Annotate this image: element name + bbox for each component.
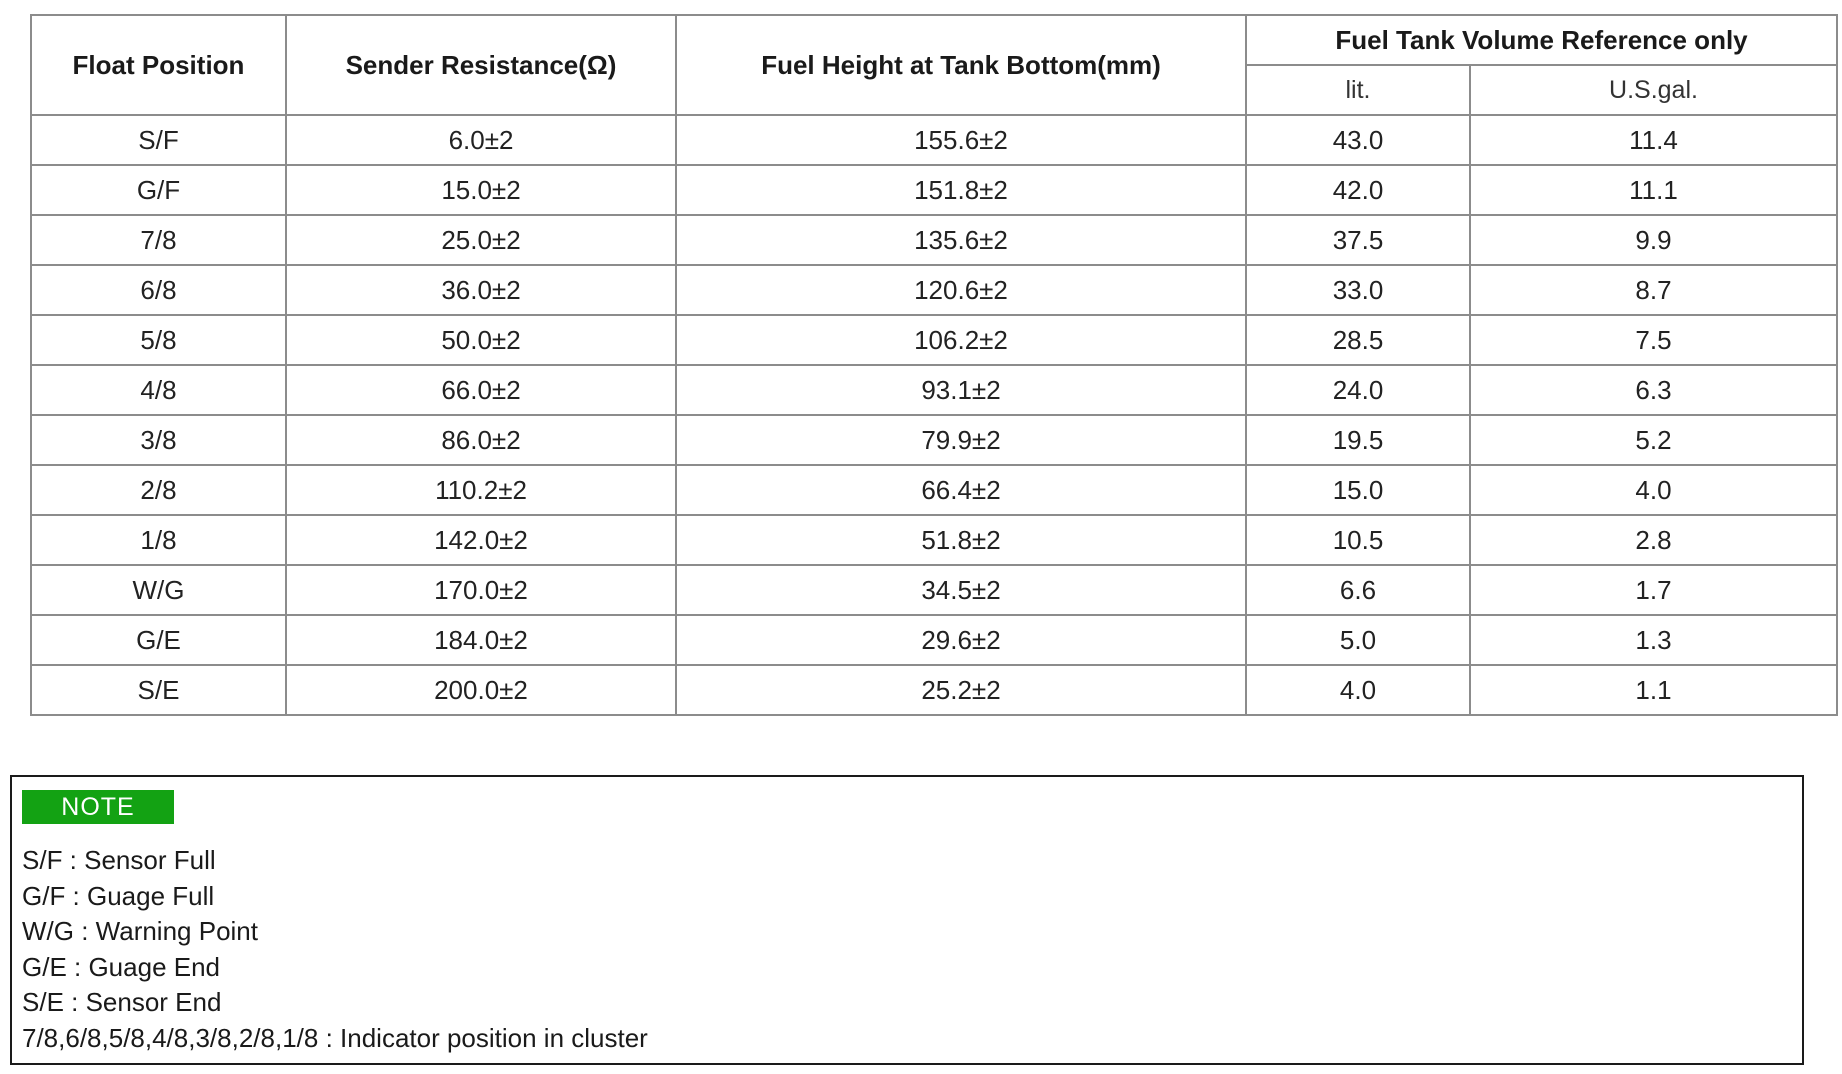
- cell-liters: 37.5: [1246, 215, 1470, 265]
- cell-sender-resistance: 86.0±2: [286, 415, 676, 465]
- cell-gallons: 1.1: [1470, 665, 1837, 715]
- table-row: [31, 565, 1837, 615]
- cell-gallons: 4.0: [1470, 465, 1837, 515]
- cell-sender-resistance: 66.0±2: [286, 365, 676, 415]
- note-line: 7/8,6/8,5/8,4/8,3/8,2/8,1/8 : Indicator position in cluster: [22, 1022, 648, 1053]
- header-volume-group: Fuel Tank Volume Reference only: [1246, 15, 1837, 65]
- cell-fuel-height: 93.1±2: [676, 365, 1246, 415]
- note-badge: NOTE: [22, 790, 174, 824]
- cell-gallons: 2.8: [1470, 515, 1837, 565]
- cell-float-position: 6/8: [31, 265, 286, 315]
- cell-float-position: W/G: [31, 565, 286, 615]
- cell-fuel-height: 34.5±2: [676, 565, 1246, 615]
- cell-fuel-height: 120.6±2: [676, 265, 1246, 315]
- note-line: S/F : Sensor Full: [22, 845, 216, 875]
- cell-liters: 43.0: [1246, 115, 1470, 165]
- cell-fuel-height: 29.6±2: [676, 615, 1246, 665]
- cell-float-position: S/F: [31, 115, 286, 165]
- cell-gallons: 1.3: [1470, 615, 1837, 665]
- table-body: [31, 115, 1837, 715]
- cell-sender-resistance: 50.0±2: [286, 315, 676, 365]
- cell-liters: 4.0: [1246, 665, 1470, 715]
- cell-sender-resistance: 142.0±2: [286, 515, 676, 565]
- cell-float-position: 5/8: [31, 315, 286, 365]
- fuel-sender-spec-table: [30, 14, 1838, 716]
- table-row: [31, 665, 1837, 715]
- cell-float-position: 1/8: [31, 515, 286, 565]
- note-box: [10, 775, 1804, 1065]
- note-line: G/F : Guage Full: [22, 880, 215, 911]
- cell-sender-resistance: 184.0±2: [286, 615, 676, 665]
- cell-liters: 28.5: [1246, 315, 1470, 365]
- cell-liters: 24.0: [1246, 365, 1470, 415]
- cell-float-position: 3/8: [31, 415, 286, 465]
- cell-sender-resistance: 200.0±2: [286, 665, 676, 715]
- cell-sender-resistance: 25.0±2: [286, 215, 676, 265]
- cell-float-position: 4/8: [31, 365, 286, 415]
- cell-fuel-height: 66.4±2: [676, 465, 1246, 515]
- cell-sender-resistance: 6.0±2: [286, 115, 676, 165]
- table-row: [31, 615, 1837, 665]
- cell-float-position: 2/8: [31, 465, 286, 515]
- header-gallons: U.S.gal.: [1470, 65, 1837, 115]
- cell-liters: 19.5: [1246, 415, 1470, 465]
- cell-float-position: S/E: [31, 665, 286, 715]
- cell-sender-resistance: 170.0±2: [286, 565, 676, 615]
- note-line: W/G : Warning Point: [22, 916, 258, 946]
- cell-gallons: 5.2: [1470, 415, 1837, 465]
- table-row: [31, 415, 1837, 465]
- header-sender-resistance: Sender Resistance(Ω): [286, 15, 676, 115]
- cell-gallons: 7.5: [1470, 315, 1837, 365]
- header-liters: lit.: [1246, 65, 1470, 115]
- table-row: [31, 115, 1837, 165]
- cell-fuel-height: 25.2±2: [676, 665, 1246, 715]
- cell-liters: 15.0: [1246, 465, 1470, 515]
- table-row: [31, 465, 1837, 515]
- cell-gallons: 8.7: [1470, 265, 1837, 315]
- table-row: [31, 365, 1837, 415]
- cell-gallons: 11.4: [1470, 115, 1837, 165]
- cell-gallons: 1.7: [1470, 565, 1837, 615]
- cell-fuel-height: 51.8±2: [676, 515, 1246, 565]
- cell-liters: 33.0: [1246, 265, 1470, 315]
- cell-float-position: G/E: [31, 615, 286, 665]
- cell-gallons: 9.9: [1470, 215, 1837, 265]
- note-line: G/E : Guage End: [22, 951, 221, 982]
- cell-fuel-height: 79.9±2: [676, 415, 1246, 465]
- cell-liters: 42.0: [1246, 165, 1470, 215]
- table-row: [31, 315, 1837, 365]
- cell-float-position: G/F: [31, 165, 286, 215]
- cell-liters: 5.0: [1246, 615, 1470, 665]
- table-row: [31, 215, 1837, 265]
- cell-fuel-height: 155.6±2: [676, 115, 1246, 165]
- cell-liters: 10.5: [1246, 515, 1470, 565]
- cell-fuel-height: 151.8±2: [676, 165, 1246, 215]
- cell-sender-resistance: 36.0±2: [286, 265, 676, 315]
- note-line: S/E : Sensor End: [22, 987, 222, 1017]
- table-row: [31, 165, 1837, 215]
- cell-fuel-height: 135.6±2: [676, 215, 1246, 265]
- cell-liters: 6.6: [1246, 565, 1470, 615]
- header-float-position: Float Position: [31, 15, 286, 115]
- table-row: [31, 265, 1837, 315]
- cell-gallons: 6.3: [1470, 365, 1837, 415]
- cell-sender-resistance: 15.0±2: [286, 165, 676, 215]
- cell-fuel-height: 106.2±2: [676, 315, 1246, 365]
- table-row: [31, 515, 1837, 565]
- header-fuel-height: Fuel Height at Tank Bottom(mm): [676, 15, 1246, 115]
- cell-gallons: 11.1: [1470, 165, 1837, 215]
- cell-float-position: 7/8: [31, 215, 286, 265]
- cell-sender-resistance: 110.2±2: [286, 465, 676, 515]
- note-list: [22, 843, 648, 1056]
